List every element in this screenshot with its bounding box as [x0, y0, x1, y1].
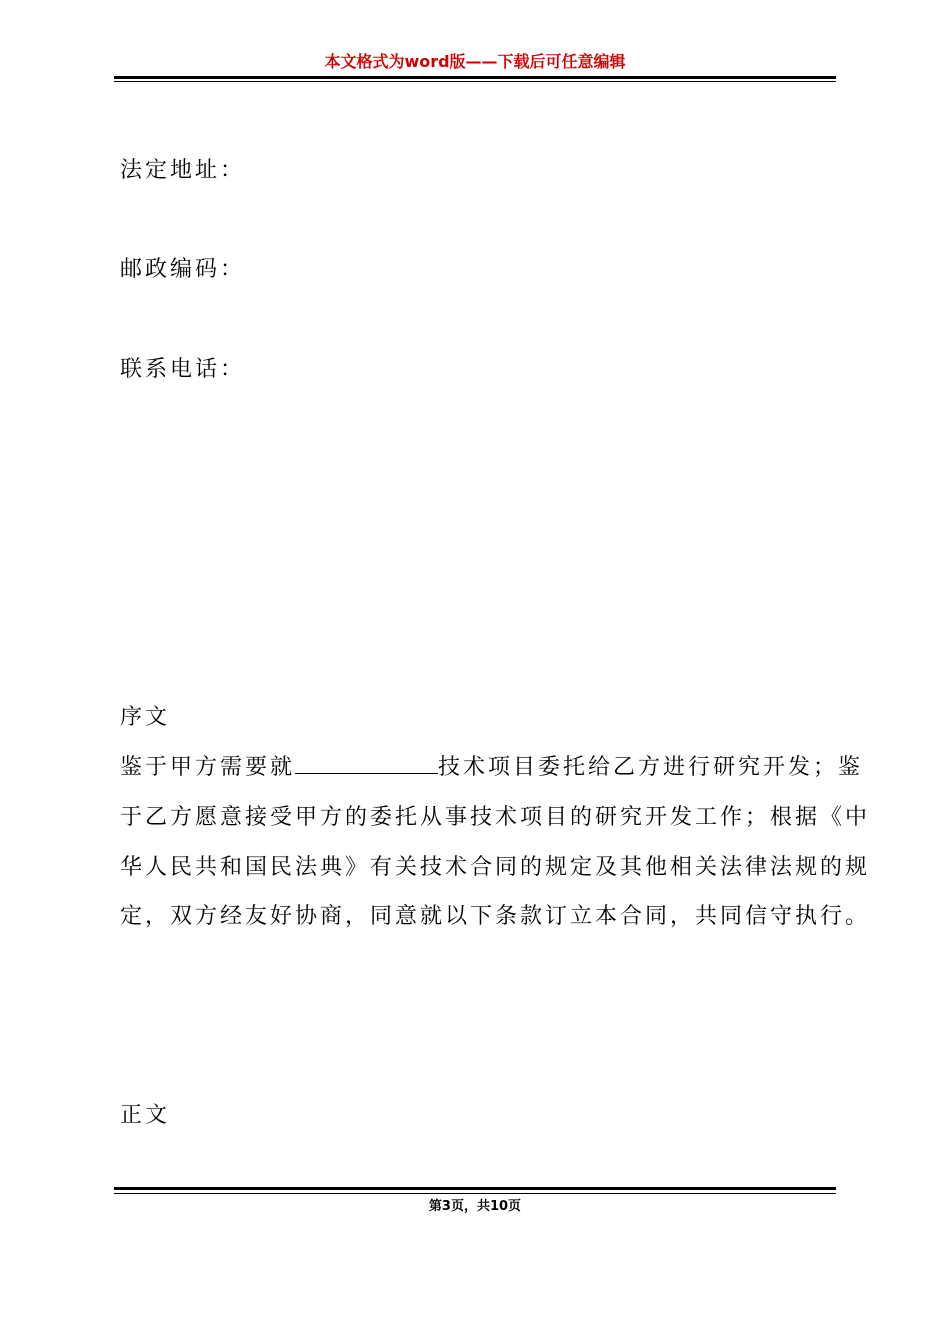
preface-heading: 序文 — [120, 705, 171, 730]
preface-line-3: 华人民共和国民法典》有关技术合同的规定及其他相关法律法规的规 — [120, 855, 871, 880]
preface-line-1 — [120, 753, 863, 783]
preface-line-1-start: 鉴于甲方需要就 — [120, 755, 296, 780]
legal-address-label: 法定地址： — [120, 158, 246, 183]
footer-rule-thick — [114, 1187, 836, 1190]
header-note: 本文格式为word版——下载后可任意编辑 — [324, 52, 626, 71]
header-rule-thick — [114, 76, 836, 79]
preface-line-4: 定，双方经友好协商，同意就以下条款订立本合同，共同信守执行。 — [120, 904, 871, 929]
header-rule-thin — [114, 81, 836, 82]
postal-code-label: 邮政编码： — [120, 257, 246, 282]
phone-label: 联系电话： — [120, 357, 246, 382]
page-number: 第3页，共10页 — [428, 1199, 522, 1214]
footer-rule-thin — [114, 1193, 836, 1194]
project-name-blank — [295, 753, 438, 774]
body-heading: 正文 — [120, 1103, 171, 1128]
preface-line-2: 于乙方愿意接受甲方的委托从事技术项目的研究开发工作；根据《中 — [120, 805, 871, 830]
preface-line-1-end: 技术项目委托给乙方进行研究开发；鉴 — [438, 755, 864, 780]
